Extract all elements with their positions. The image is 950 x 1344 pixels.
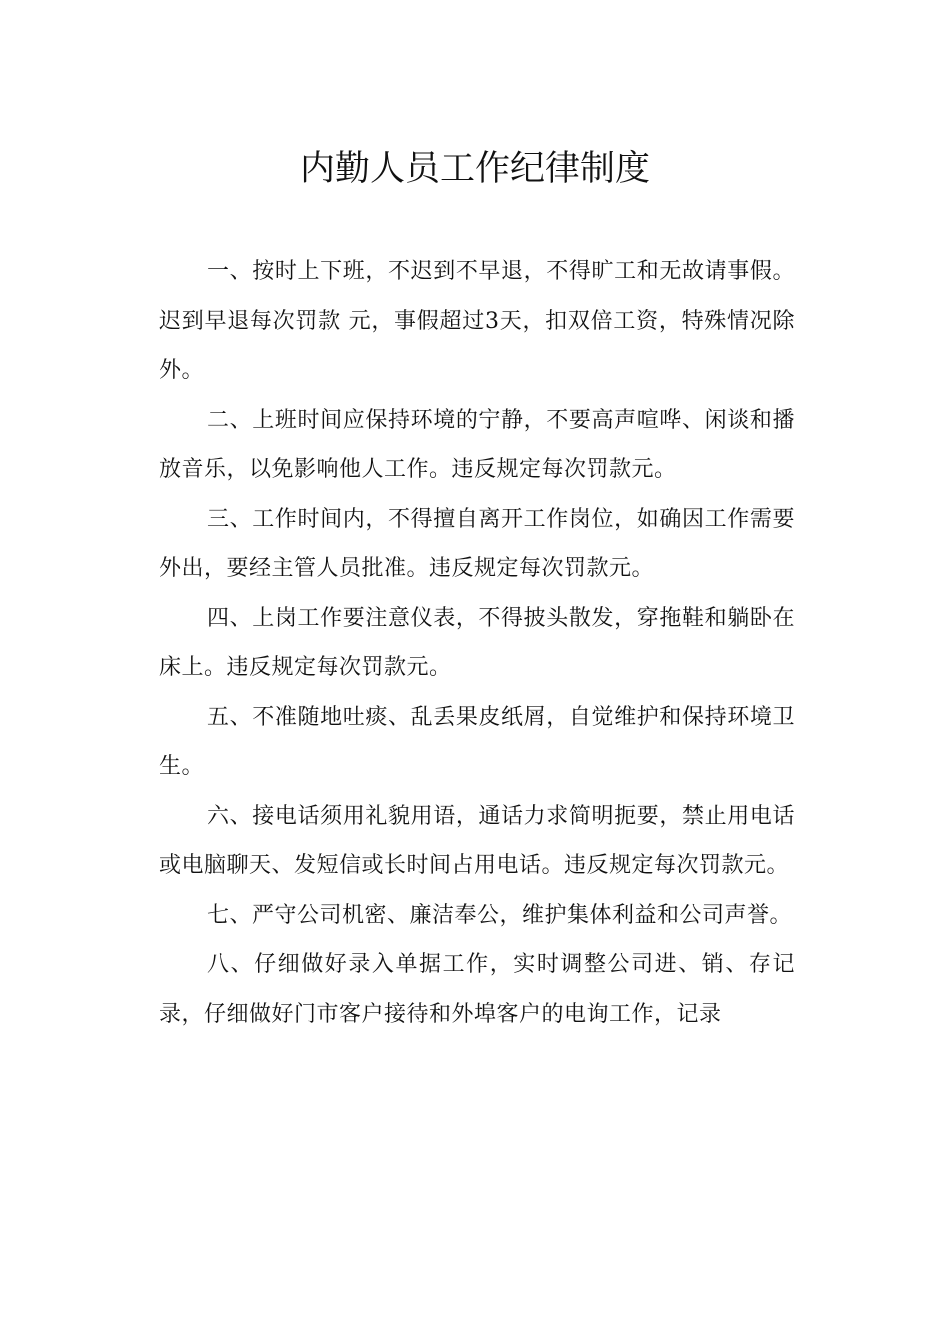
document-body: [159, 247, 795, 1039]
rule-paragraph-8: 八、仔细做好录入单据工作，实时调整公司进、销、存记录，仔细做好门市客户接待和外埠客户的电询工作，记录: [159, 952, 795, 1027]
rule-paragraph-2: 二、上班时间应保持环境的宁静，不要高声喧哗、闲谈和播放音乐，以免影响他人工作。违反规定每次罚款元。: [159, 407, 795, 482]
rule-paragraph-7: 七、严守公司机密、廉洁奉公，维护集体利益和公司声誉。: [207, 902, 793, 928]
rule-paragraph-6: 六、接电话须用礼貌用语，通话力求简明扼要，禁止用电话或电脑聊天、发短信或长时间占用电话。违反规定每次罚款元。: [159, 803, 795, 878]
document-title: 内勤人员工作纪律制度: [299, 149, 650, 189]
rule-paragraph-4: 四、上岗工作要注意仪表，不得披头散发，穿拖鞋和躺卧在床上。违反规定每次罚款元。: [159, 605, 795, 680]
rule-paragraph-3: 三、工作时间内，不得擅自离开工作岗位，如确因工作需要外出，要经主管人员批准。违反规定每次罚款元。: [159, 506, 795, 581]
rule-paragraph-5: 五、不准随地吐痰、乱丢果皮纸屑，自觉维护和保持环境卫生。: [159, 704, 795, 779]
rule-paragraph-1: 一、按时上下班，不迟到不早退，不得旷工和无故请事假。迟到早退每次罚款 元，事假超过3天，扣双倍工资，特殊情况除外。: [159, 259, 795, 383]
